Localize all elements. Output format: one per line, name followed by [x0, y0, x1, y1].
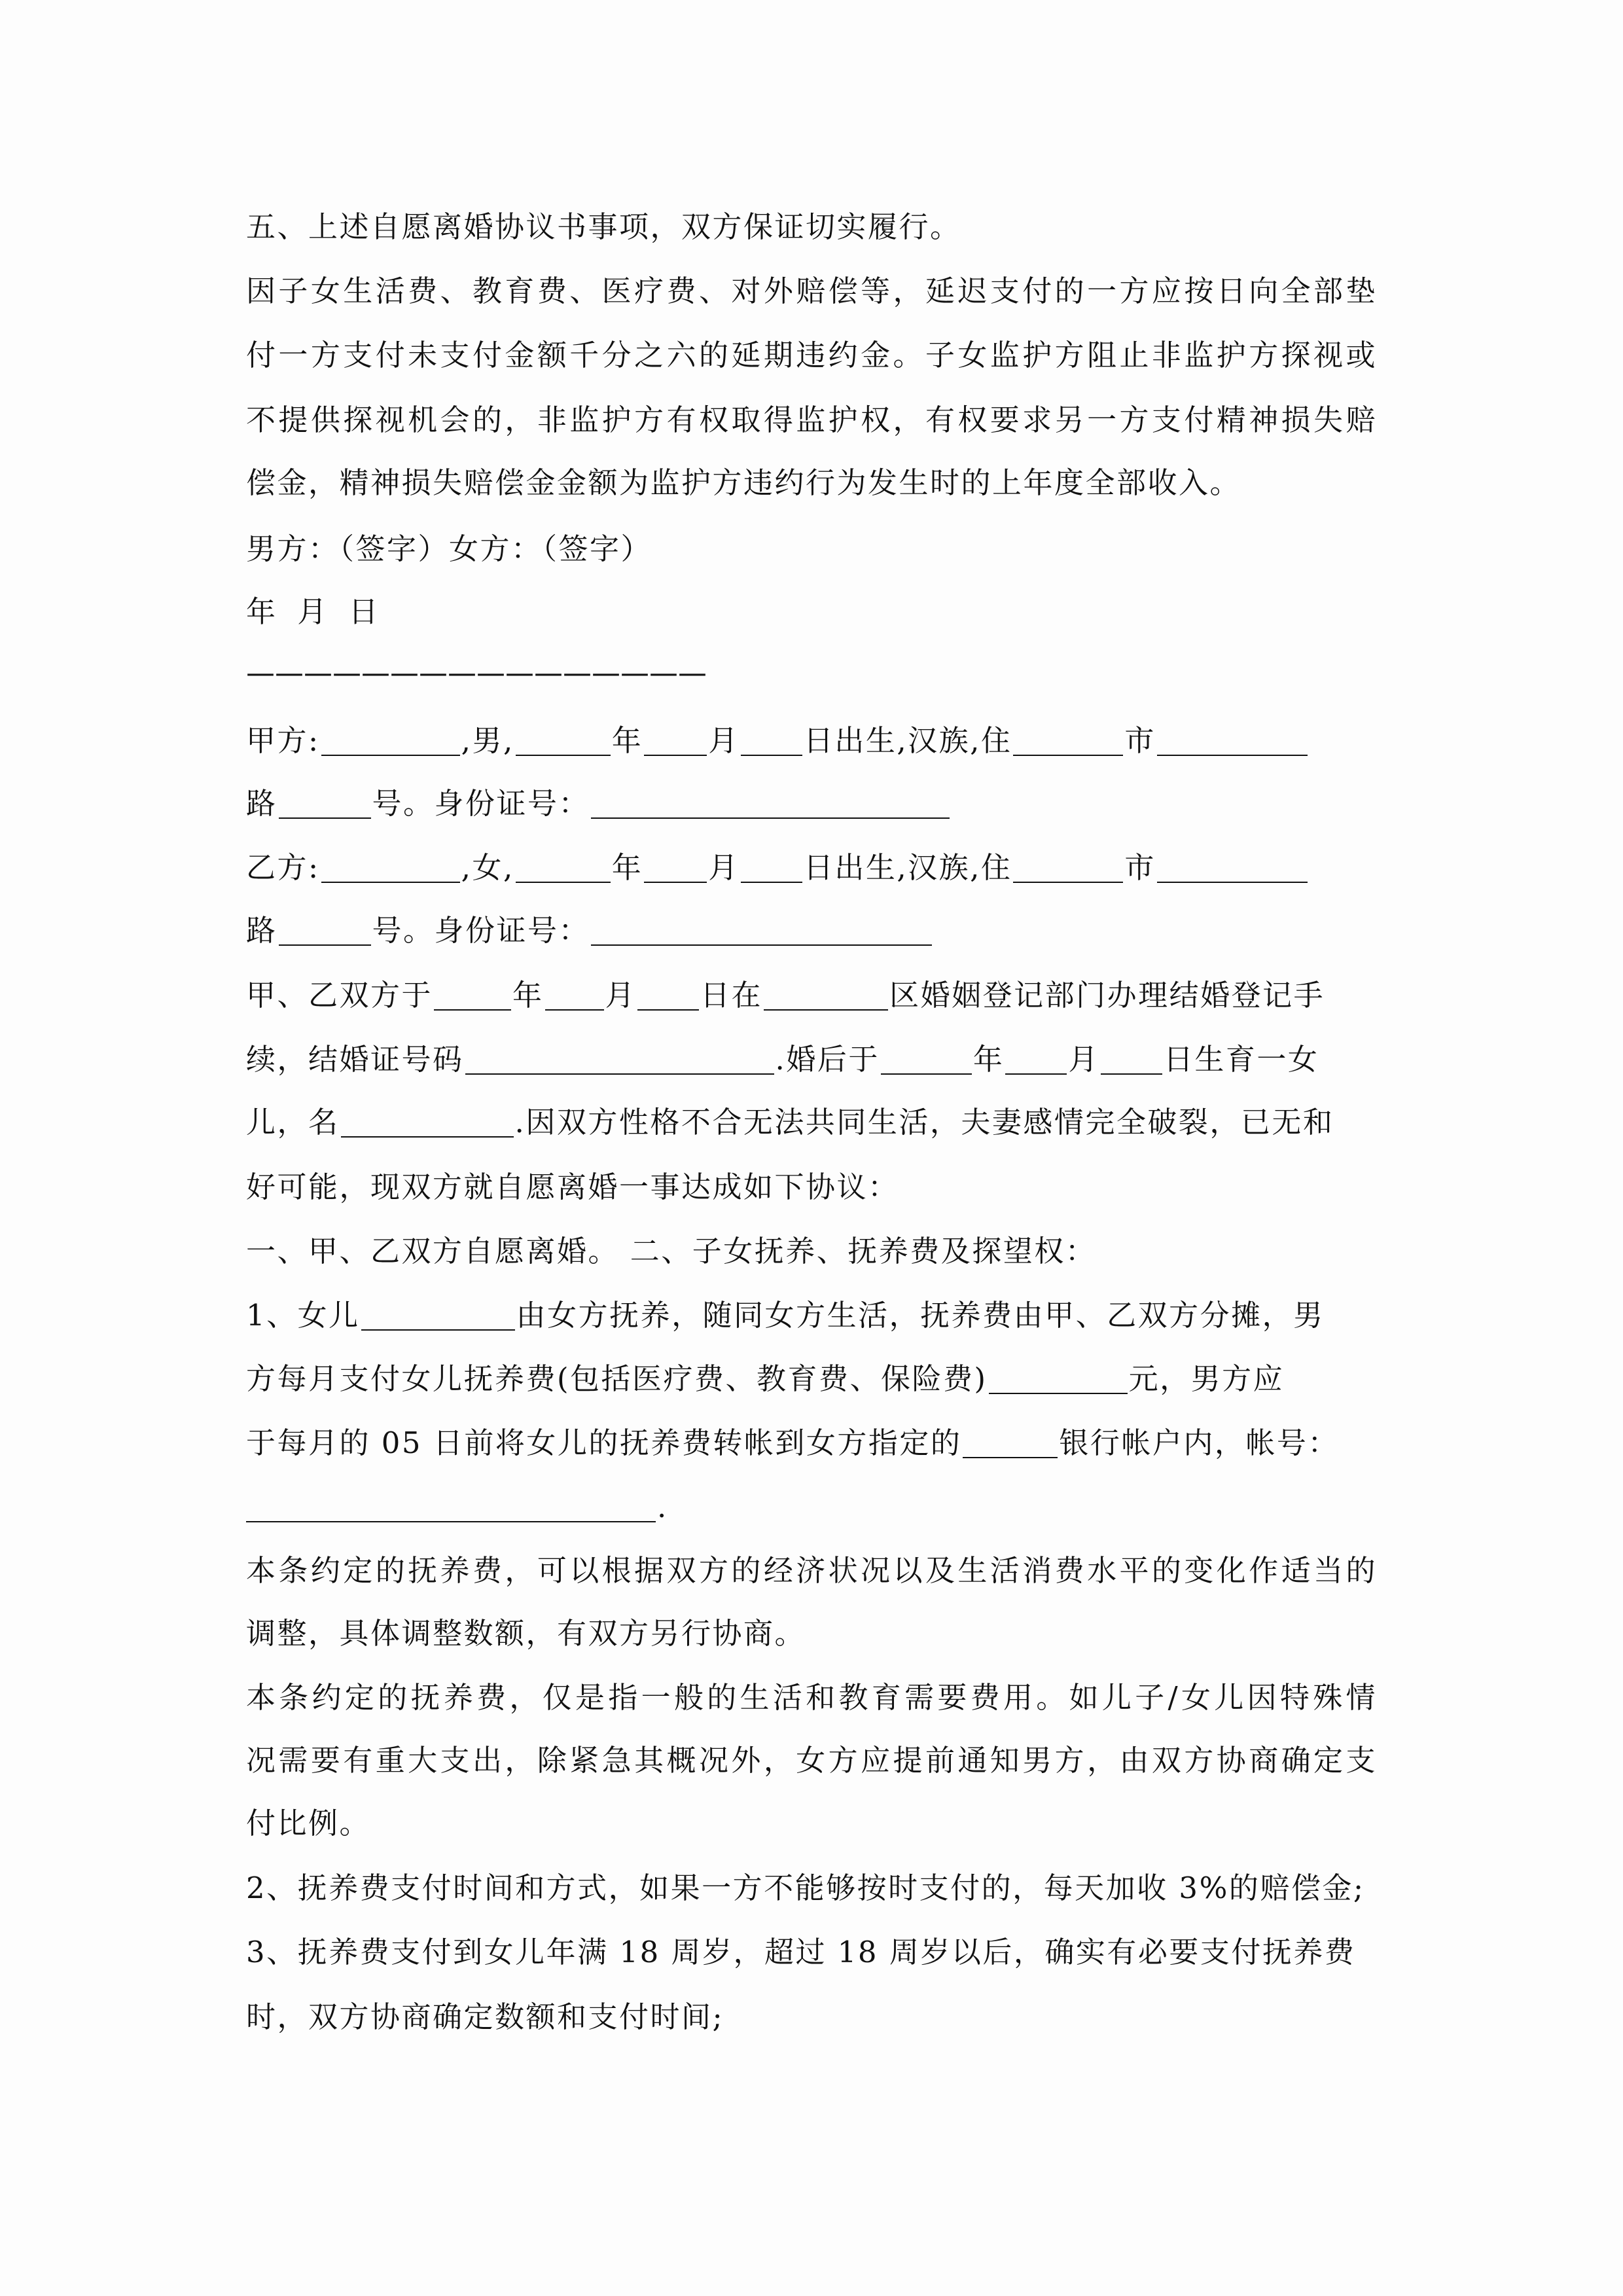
date-text: 年 月 日	[246, 594, 380, 629]
text: 调整，具体调整数额，有双方另行协商。	[246, 1616, 806, 1651]
party-b-line-1	[246, 848, 1377, 888]
scope-line-1	[246, 1678, 1377, 1717]
penalty-line-4	[246, 463, 1377, 503]
text: 日生育一女	[1163, 1042, 1319, 1077]
child-birth-month-field[interactable]	[1005, 1043, 1067, 1075]
party-b-birth-year-field[interactable]	[516, 852, 611, 883]
marriage-line-3	[246, 1103, 1377, 1142]
item-1-line-2	[246, 1359, 1377, 1399]
party-a-birth-year-field[interactable]	[516, 725, 611, 756]
marriage-line-2	[246, 1040, 1377, 1079]
scope-line-2	[246, 1741, 1377, 1780]
party-a-house-number-field[interactable]	[279, 787, 371, 819]
child-name-field[interactable]	[341, 1106, 514, 1138]
clause-5-line	[246, 207, 1377, 247]
label-month: 月	[605, 978, 637, 1013]
party-a-id-number-field[interactable]	[591, 787, 950, 819]
signature-line	[246, 529, 1377, 569]
text: 一、甲、乙双方自愿离婚。 二、子女抚养、抚养费及探望权：	[246, 1234, 1097, 1268]
monthly-support-amount-field[interactable]	[989, 1363, 1128, 1394]
label-party-a: 甲方:	[246, 723, 320, 758]
party-a-line-1	[246, 721, 1377, 761]
text: 五、上述自愿离婚协议书事项，双方保证切实履行。	[246, 209, 961, 244]
date-line	[246, 592, 1377, 632]
penalty-line-3	[246, 401, 1377, 440]
party-b-name-field[interactable]	[321, 852, 460, 883]
label-year: 年	[972, 1042, 1005, 1077]
marriage-line-1	[246, 976, 1377, 1015]
item-3-line-2	[246, 1998, 1377, 2037]
child-birth-day-field[interactable]	[1101, 1043, 1162, 1075]
text: 付一方支付未支付金额千分之六的延期违约金。子女监护方阻止非监护方探视或	[246, 338, 1377, 372]
marriage-district-field[interactable]	[764, 979, 888, 1011]
party-b-city-field[interactable]	[1013, 852, 1123, 883]
marriage-year-field[interactable]	[434, 979, 511, 1011]
label-birth-ethnic-address: 日出生,汉族,住	[803, 850, 1012, 885]
period: .	[657, 1490, 668, 1524]
item-3-line-1	[246, 1933, 1377, 1972]
adjust-line-2	[246, 1614, 1377, 1653]
label-city: 市	[1124, 723, 1156, 758]
text: 不提供探视机会的，非监护方有权取得监护权，有权要求另一方支付精神损失赔	[246, 403, 1377, 437]
label-month: 月	[708, 850, 740, 885]
label-id-number: 号。身份证号：	[372, 913, 590, 948]
label-month: 月	[1068, 1042, 1099, 1077]
label-road: 路	[246, 786, 277, 821]
child-birth-year-field[interactable]	[881, 1043, 972, 1075]
bank-name-field[interactable]	[963, 1427, 1058, 1458]
signature-text: 男方：（签字）女方：（签字）	[246, 531, 652, 566]
text: .因双方性格不合无法共同生活，夫妻感情完全破裂，已无和	[514, 1105, 1334, 1139]
text: 银行帐户内，帐号：	[1059, 1426, 1339, 1460]
label-child-name: 儿，名	[246, 1105, 340, 1139]
label-id-number: 号。身份证号：	[372, 786, 590, 821]
text: 况需要有重大支出，除紧急其概况外，女方应提前通知男方，由双方协商确定支	[246, 1743, 1377, 1778]
marriage-certificate-number-field[interactable]	[465, 1043, 774, 1075]
text: 2、抚养费支付时间和方式，如果一方不能够按时支付的，每天加收 3%的赔偿金;	[246, 1871, 1365, 1905]
clause-1-2-line	[246, 1232, 1377, 1271]
text: 元，男方应	[1128, 1361, 1285, 1396]
text: 于每月的 05 日前将女儿的抚养费转帐到女方指定的	[246, 1426, 962, 1460]
scope-line-3	[246, 1804, 1377, 1843]
text: 好可能，现双方就自愿离婚一事达成如下协议：	[246, 1170, 899, 1204]
text: 本条约定的抚养费，可以根据双方的经济状况以及生活消费水平的变化作适当的	[246, 1553, 1377, 1588]
text: 区婚姻登记部门办理结婚登记手	[889, 978, 1325, 1013]
marriage-line-4	[246, 1168, 1377, 1207]
gender-male: ,男,	[461, 723, 514, 758]
text: 因子女生活费、教育费、医疗费、对外赔偿等，延迟支付的一方应按日向全部垫	[246, 274, 1377, 308]
label-year: 年	[611, 723, 643, 758]
item-1-line-4	[246, 1488, 1377, 1527]
label-day-at: 日在	[700, 978, 763, 1013]
party-b-id-number-field[interactable]	[591, 914, 932, 946]
label-month: 月	[708, 723, 740, 758]
separator-line	[246, 654, 1377, 693]
text: 甲、乙双方于	[246, 978, 433, 1013]
party-b-line-2	[246, 911, 1377, 950]
text: 偿金，精神损失赔偿金金额为监护方违约行为发生时的上年度全部收入。	[246, 465, 1241, 500]
text: .婚后于	[775, 1042, 880, 1077]
daughter-name-field[interactable]	[361, 1299, 515, 1331]
penalty-line-1	[246, 272, 1377, 311]
party-b-street-field[interactable]	[1157, 852, 1308, 883]
marriage-day-field[interactable]	[637, 979, 699, 1011]
text: 付比例。	[246, 1806, 371, 1840]
account-number-field[interactable]	[246, 1491, 656, 1522]
label-year: 年	[512, 978, 544, 1013]
party-a-city-field[interactable]	[1013, 725, 1123, 756]
party-a-name-field[interactable]	[321, 725, 460, 756]
label-city: 市	[1124, 850, 1156, 885]
party-a-street-field[interactable]	[1157, 725, 1308, 756]
separator: ————————————————	[246, 656, 707, 690]
marriage-month-field[interactable]	[545, 979, 604, 1011]
label-certificate-number: 续，结婚证号码	[246, 1042, 464, 1077]
gender-female: ,女,	[461, 850, 514, 885]
text: 由女方抚养，随同女方生活，抚养费由甲、乙双方分摊，男	[516, 1298, 1325, 1333]
item-1-line-3	[246, 1424, 1377, 1463]
party-b-birth-month-field[interactable]	[644, 852, 707, 883]
label-road: 路	[246, 913, 277, 948]
party-a-birth-month-field[interactable]	[644, 725, 707, 756]
item-1-line-1	[246, 1296, 1377, 1335]
penalty-line-2	[246, 336, 1377, 375]
text: 3、抚养费支付到女儿年满 18 周岁，超过 18 周岁以后，确实有必要支付抚养费	[246, 1935, 1356, 1969]
party-a-line-2	[246, 784, 1377, 823]
adjust-line-1	[246, 1551, 1377, 1590]
text: 方每月支付女儿抚养费(包括医疗费、教育费、保险费)	[246, 1361, 988, 1396]
label-birth-ethnic-address: 日出生,汉族,住	[803, 723, 1012, 758]
item-2-line	[246, 1869, 1377, 1908]
party-b-house-number-field[interactable]	[279, 914, 371, 946]
party-a-birth-day-field[interactable]	[741, 725, 802, 756]
label-party-b: 乙方:	[246, 850, 320, 885]
label-year: 年	[611, 850, 643, 885]
party-b-birth-day-field[interactable]	[741, 852, 802, 883]
text: 本条约定的抚养费，仅是指一般的生活和教育需要费用。如儿子/女儿因特殊情	[246, 1680, 1377, 1715]
text: 1、女儿	[246, 1298, 360, 1333]
text: 时，双方协商确定数额和支付时间;	[246, 2000, 724, 2034]
